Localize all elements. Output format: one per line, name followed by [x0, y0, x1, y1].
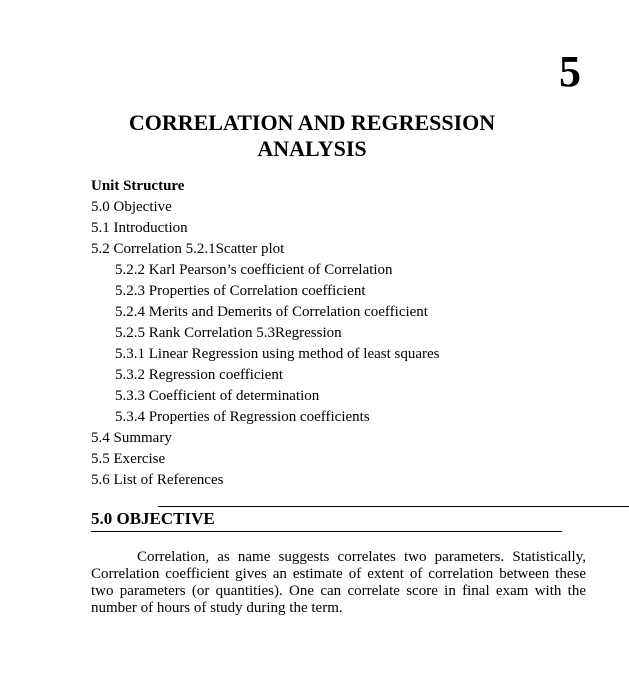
section-rule-top [158, 506, 629, 507]
toc-subitem: 5.3.3 Coefficient of determination [115, 388, 320, 404]
toc-subitem: 5.3.2 Regression coefficient [115, 367, 284, 383]
toc-item: 5.6 List of References [91, 472, 224, 488]
toc-subitem: 5.2.3 Properties of Correlation coefficient [115, 283, 366, 299]
toc-subitem: 5.2.5 Rank Correlation 5.3Regression [115, 325, 342, 341]
chapter-title [92, 110, 532, 162]
toc-subitem: 5.2.2 Karl Pearson’s coefficient of Correlation [115, 262, 393, 278]
section-heading: 5.0 OBJECTIVE [91, 509, 215, 528]
unit-structure-heading: Unit Structure [91, 178, 185, 194]
unit-structure-list [0, 198, 440, 492]
toc-item: 5.4 Summary [91, 430, 172, 446]
chapter-title-line-2: ANALYSIS [257, 136, 367, 161]
toc-item: 5.0 Objective [91, 199, 172, 215]
toc-subitem: 5.3.4 Properties of Regression coefficients [115, 409, 370, 425]
toc-item: 5.2 Correlation 5.2.1Scatter plot [91, 241, 285, 257]
chapter-title-line-1: CORRELATION AND REGRESSION [128, 110, 496, 135]
toc-item: 5.5 Exercise [91, 451, 166, 467]
chapter-number: 5 [559, 47, 581, 96]
toc-subitem: 5.3.1 Linear Regression using method of least squares [115, 346, 440, 362]
toc-item: 5.1 Introduction [91, 220, 188, 236]
objective-paragraph: Correlation, as name suggests correlates two parameters. Statistically, Correlation coefficient gives an estimate of extent of correlation between these two parameters (or quantities). One can correlate score in final exam with the number of hours of study during the term. [91, 549, 586, 616]
toc-subitem: 5.2.4 Merits and Demerits of Correlation coefficient [115, 304, 428, 320]
section-rule-bottom [91, 531, 562, 532]
